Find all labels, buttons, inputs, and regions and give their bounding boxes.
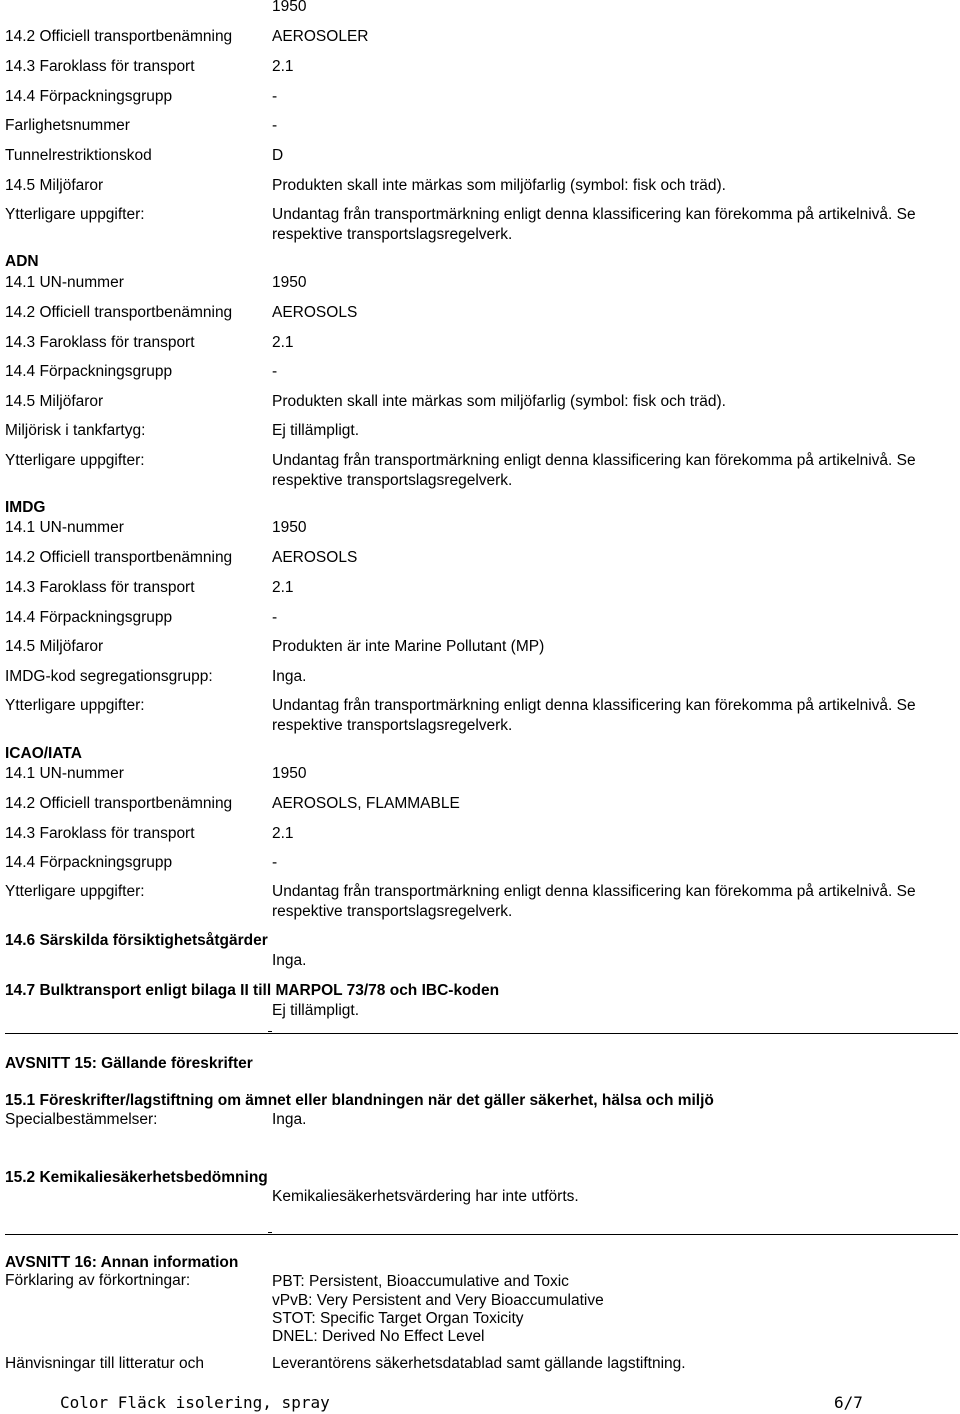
sec16-abbr-line: DNEL: Derived No Effect Level: [272, 1328, 485, 1345]
top-un-value: 1950: [272, 0, 307, 15]
top-row-label: 14.2 Officiell transportbenämning: [5, 28, 233, 45]
sec15-sub1-value: Inga.: [272, 1111, 307, 1128]
adn-row-value: 1950: [272, 274, 307, 291]
top-extra-line1: Undantag från transportmärkning enligt denna klassificering kan förekomma på artikelnivå. Se: [272, 206, 916, 223]
top-row-label: 14.5 Miljöfaror: [5, 177, 104, 194]
imdg-extra-line2: respektive transportslagsregelverk.: [272, 717, 513, 734]
divider-tick: [268, 1232, 272, 1233]
icao-row-label: 14.3 Faroklass för transport: [5, 825, 195, 842]
icao-row-value: 2.1: [272, 825, 294, 842]
page-number: 6/7: [834, 1393, 863, 1412]
adn-row-value: 2.1: [272, 334, 294, 351]
divider: [5, 1033, 958, 1034]
icao-extra-line1: Undantag från transportmärkning enligt denna klassificering kan förekomma på artikelnivå. Se: [272, 883, 916, 900]
imdg-row-value: 1950: [272, 519, 307, 536]
imdg-row-label: 14.4 Förpackningsgrupp: [5, 609, 173, 626]
adn-row-value: AEROSOLS: [272, 304, 358, 321]
imdg-row-value: AEROSOLS: [272, 549, 358, 566]
adn-row-value: Ej tillämpligt.: [272, 422, 359, 439]
icao-extra-line2: respektive transportslagsregelverk.: [272, 903, 513, 920]
imdg-row-value: Produkten är inte Marine Pollutant (MP): [272, 638, 545, 655]
top-row-label: 14.4 Förpackningsgrupp: [5, 88, 173, 105]
imdg-row-value: Inga.: [272, 668, 307, 685]
imdg-row-value: 2.1: [272, 579, 294, 596]
top-row-value: -: [272, 88, 278, 105]
s147-value: Ej tillämpligt.: [272, 1002, 359, 1019]
sec15-heading: AVSNITT 15: Gällande föreskrifter: [5, 1055, 253, 1072]
top-extra-line2: respektive transportslagsregelverk.: [272, 226, 513, 243]
sec15-sub2-heading: 15.2 Kemikaliesäkerhetsbedömning: [5, 1169, 268, 1186]
adn-row-label: 14.4 Förpackningsgrupp: [5, 363, 173, 380]
sec15-sub1-heading: 15.1 Föreskrifter/lagstiftning om ämnet eller blandningen när det gäller säkerhet, hälsa och miljö: [5, 1092, 714, 1109]
top-row-value: 2.1: [272, 58, 294, 75]
adn-row-value: -: [272, 363, 278, 380]
icao-row-value: AEROSOLS, FLAMMABLE: [272, 795, 460, 812]
s146-heading: 14.6 Särskilda försiktighetsåtgärder: [5, 932, 268, 949]
adn-row-label: 14.5 Miljöfaror: [5, 393, 104, 410]
imdg-row-label: 14.2 Officiell transportbenämning: [5, 549, 233, 566]
top-extra-label: Ytterligare uppgifter:: [5, 206, 145, 223]
sec15-sub2-value: Kemikaliesäkerhetsvärdering har inte utförts.: [272, 1188, 579, 1205]
sec16-abbr-line: PBT: Persistent, Bioaccumulative and Toxic: [272, 1273, 569, 1290]
footer-title: Color Fläck isolering, spray: [60, 1393, 330, 1412]
top-row-value: Produkten skall inte märkas som miljöfarlig (symbol: fisk och träd).: [272, 177, 726, 194]
imdg-row-label: 14.5 Miljöfaror: [5, 638, 104, 655]
imdg-extra-label: Ytterligare uppgifter:: [5, 697, 145, 714]
divider: [5, 1234, 958, 1235]
imdg-row-label: 14.3 Faroklass för transport: [5, 579, 195, 596]
icao-row-value: -: [272, 854, 278, 871]
adn-row-value: Produkten skall inte märkas som miljöfarlig (symbol: fisk och träd).: [272, 393, 726, 410]
top-row-value: D: [272, 147, 284, 164]
icao-row-label: 14.4 Förpackningsgrupp: [5, 854, 173, 871]
top-row-value: AEROSOLER: [272, 28, 369, 45]
adn-extra-label: Ytterligare uppgifter:: [5, 452, 145, 469]
icao-extra-label: Ytterligare uppgifter:: [5, 883, 145, 900]
adn-heading: ADN: [5, 253, 39, 270]
adn-extra-line2: respektive transportslagsregelverk.: [272, 472, 513, 489]
adn-row-label: Miljörisk i tankfartyg:: [5, 422, 146, 439]
divider-tick: [268, 1031, 272, 1032]
adn-row-label: 14.1 UN-nummer: [5, 274, 124, 291]
sec16-heading: AVSNITT 16: Annan information: [5, 1254, 239, 1271]
adn-row-label: 14.2 Officiell transportbenämning: [5, 304, 233, 321]
adn-extra-line1: Undantag från transportmärkning enligt denna klassificering kan förekomma på artikelnivå. Se: [272, 452, 916, 469]
icao-row-value: 1950: [272, 765, 307, 782]
sec16-ref-value: Leverantörens säkerhetsdatablad samt gällande lagstiftning.: [272, 1355, 686, 1372]
s147-heading: 14.7 Bulktransport enligt bilaga II till MARPOL 73/78 och IBC-koden: [5, 982, 500, 999]
sec16-abbr-line: vPvB: Very Persistent and Very Bioaccumulative: [272, 1292, 604, 1309]
top-row-value: -: [272, 117, 278, 134]
imdg-extra-line1: Undantag från transportmärkning enligt denna klassificering kan förekomma på artikelnivå. Se: [272, 697, 916, 714]
imdg-row-value: -: [272, 609, 278, 626]
adn-row-label: 14.3 Faroklass för transport: [5, 334, 195, 351]
top-row-label: Farlighetsnummer: [5, 117, 130, 134]
sec16-ref-label: Hänvisningar till litteratur och: [5, 1355, 205, 1372]
top-row-label: 14.3 Faroklass för transport: [5, 58, 195, 75]
s146-value: Inga.: [272, 952, 307, 969]
imdg-heading: IMDG: [5, 499, 46, 516]
sec15-sub1-label: Specialbestämmelser:: [5, 1111, 158, 1128]
imdg-row-label: 14.1 UN-nummer: [5, 519, 124, 536]
sec16-abbr-label: Förklaring av förkortningar:: [5, 1272, 191, 1289]
top-row-label: Tunnelrestriktionskod: [5, 147, 152, 164]
icao-row-label: 14.2 Officiell transportbenämning: [5, 795, 233, 812]
icao-row-label: 14.1 UN-nummer: [5, 765, 124, 782]
icao-heading: ICAO/IATA: [5, 745, 82, 762]
imdg-row-label: IMDG-kod segregationsgrupp:: [5, 668, 213, 685]
sec16-abbr-line: STOT: Specific Target Organ Toxicity: [272, 1310, 524, 1327]
